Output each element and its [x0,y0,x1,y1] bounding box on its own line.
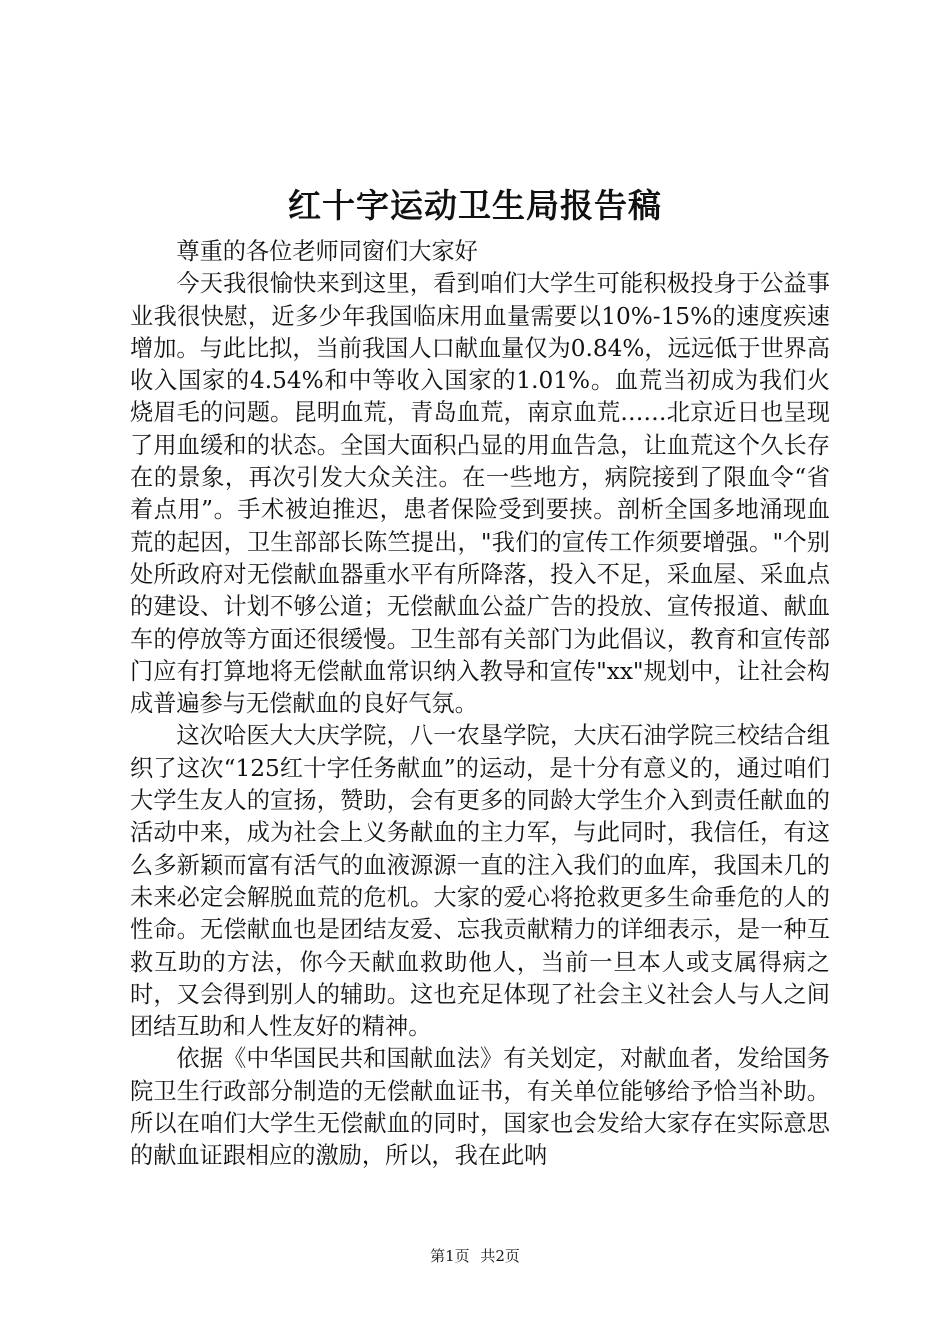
page-footer [0,1245,950,1267]
paragraph-1: 今天我很愉快来到这里，看到咱们大学生可能积极投身于公益事业我很快慰，近多少年我国临床用血量需要以10%-15%的速度疾速增加。与此比拟，当前我国人口献血量仅为0.84%，远远低于世界高收入国家的4.54%和中等收入国家的1.01%。血荒当初成为我们火烧眉毛的问题。昆明血荒，青岛血荒，南京血荒……北京近日也呈现了用血缓和的状态。全国大面积凸显的用血告急，让血荒这个久长存在的景象，再次引发大众关注。在一些地方，病院接到了限血令“省着点用”。手术被迫推迟，患者保险受到要挟。剖析全国多地涌现血荒的起因，卫生部部长陈竺提出，"我们的宣传工作须要增强。"个别处所政府对无偿献血器重水平有所降落，投入不足，采血屋、采血点的建设、计划不够公道；无偿献血公益广告的投放、宣传报道、献血车的停放等方面还很缓慢。卫生部有关部门为此倡议，教育和宣传部门应有打算地将无偿献血常识纳入教导和宣传"xx"规划中，让社会构成普遍参与无偿献血的良好气氛。 [130,270,830,718]
paragraph-3: 依据《中华国民共和国献血法》有关划定，对献血者，发给国务院卫生行政部分制造的无偿献血证书，有关单位能够给予恰当补助。所以在咱们大学生无偿献血的同时，国家也会发给大家存在实际意思的献血证跟相应的激励，所以，我在此呐 [130,1045,830,1170]
page-number: 第1页 [430,1247,470,1265]
paragraph-2: 这次哈医大大庆学院，八一农垦学院，大庆石油学院三校结合组织了这次“125红十字任务献血”的运动，是十分有意义的，通过咱们大学生友人的宣扬，赞助，会有更多的同龄大学生介入到责任献血的活动中来，成为社会上义务献血的主力军，与此同时，我信任，有这么多新颖而富有活气的血液源源一直的注入我们的血库，我国未几的未来必定会解脱血荒的危机。大家的爱心将抢救更多生命垂危的人的性命。无偿献血也是团结友爱、忘我贡献精力的详细表示，是一种互救互助的方法，你今天献血救助他人，当前一旦本人或支属得病之时，又会得到别人的辅助。这也充足体现了社会主义社会人与人之间团结互助和人性友好的精神。 [130,722,830,1041]
document-body [130,236,830,1173]
document-title: 红十字运动卫生局报告稿 [288,186,662,225]
page-total: 共2页 [480,1247,520,1265]
greeting-line: 尊重的各位老师同窗们大家好 [176,238,478,265]
